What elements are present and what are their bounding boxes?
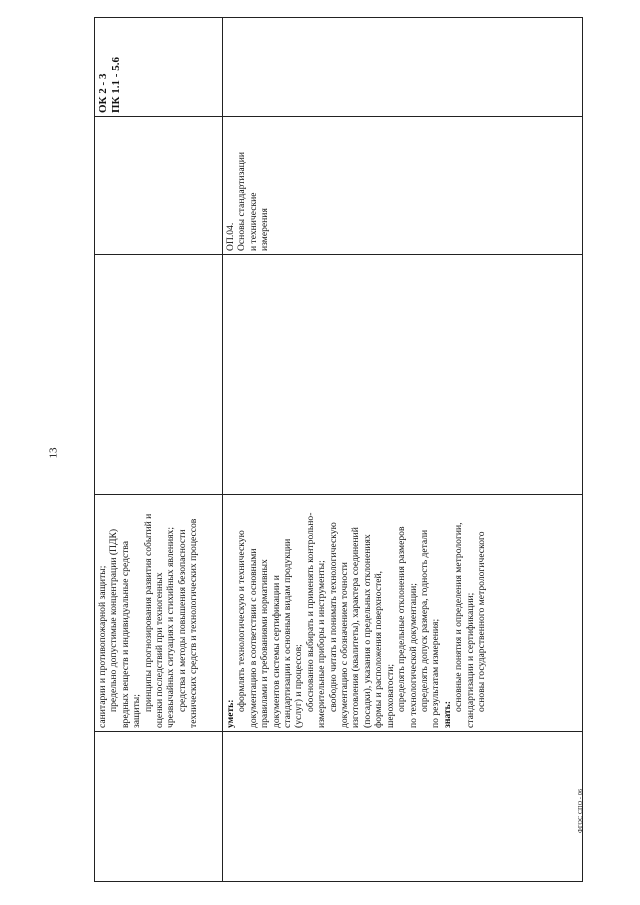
skills-cell xyxy=(223,495,583,732)
skills-cell xyxy=(95,495,223,732)
text-line: вредных веществ и индивидуальные средства xyxy=(119,540,131,728)
text-line: шероховатости; xyxy=(384,664,396,728)
discipline-cell xyxy=(223,117,583,255)
text-line: принципы прогнозирования развития событий и xyxy=(142,513,154,712)
umet-list xyxy=(236,498,441,728)
index-cell xyxy=(223,732,583,882)
text-line: чрезвычайных ситуациях и стихийных явлениях; xyxy=(165,527,177,728)
text-line: определять предельные отклонения размеров xyxy=(396,526,408,712)
text-line: средства и методы повышения безопасности xyxy=(176,529,188,712)
text-line: по результатам измерения; xyxy=(430,618,442,728)
text-line: оценки последствий при техногенных xyxy=(154,572,166,728)
text-line: санитарии и противопожарной защиты; xyxy=(97,565,108,728)
text-line: документацию в соответствии с основными xyxy=(247,548,259,728)
text-line: предельно допустимые концентрации (ПДК) xyxy=(108,528,120,712)
text-line: формы и расположения поверхностей, xyxy=(373,570,385,728)
text-line: основы государственного метрологического xyxy=(475,531,487,712)
table-row xyxy=(95,18,223,882)
umet-label: уметь: xyxy=(225,699,236,728)
znat-list xyxy=(453,498,487,728)
text-line: технических средств и технологических процессов xyxy=(188,518,200,728)
text-line: свободно читать и понимать технологическую xyxy=(327,522,339,712)
competency-code: ОК 2 - 3 xyxy=(97,73,109,113)
text-line: основные понятия и определения метрологии, xyxy=(453,522,465,712)
text-line: изготовления (квалитеты), характера соединений xyxy=(350,527,362,728)
discipline-code: ОП.04. xyxy=(225,222,236,251)
text-line: правилами и требованиями нормативных xyxy=(259,559,271,728)
competencies-cell xyxy=(95,18,223,117)
text-line: (посадки), указания о предельных отклонениях xyxy=(361,534,373,728)
znat-label: знать: xyxy=(441,701,453,728)
footer-code: ФГОС СПО - 06 xyxy=(578,788,584,833)
discipline-name-line: измерения xyxy=(259,208,271,251)
discipline-name-line: и технические xyxy=(247,192,259,251)
skills-list xyxy=(97,498,200,728)
discipline-cell xyxy=(95,117,223,255)
text-line: защиты; xyxy=(131,694,143,728)
table-row xyxy=(223,18,583,882)
hours-cell xyxy=(95,255,223,495)
text-line: измерительные приборы и инструменты; xyxy=(316,560,328,728)
text-line: стандартизации к основным видам продукции xyxy=(282,538,294,728)
competency-table-rotated xyxy=(94,18,582,882)
text-line: по технологической документации; xyxy=(407,583,419,728)
text-line: (услуг) и процессов; xyxy=(293,644,305,728)
competency-table xyxy=(94,17,583,882)
competency-code: ПК 1.1 - 5.6 xyxy=(110,57,122,113)
text-line: определять допуск размера, годность детали xyxy=(418,529,430,712)
text-line: обоснованно выбирать и применять контрольно- xyxy=(304,512,316,712)
text-line: документацию с обозначением точности xyxy=(339,562,351,728)
text-line: оформлять технологическую и техническую xyxy=(236,530,248,712)
discipline-name-line: Основы стандартизации xyxy=(236,151,248,251)
text-line: документов системы сертификации и xyxy=(270,575,282,728)
competency-table-frame xyxy=(94,18,582,882)
page-number: 13 xyxy=(47,447,60,459)
hours-cell xyxy=(223,255,583,495)
index-cell xyxy=(95,732,223,882)
text-line: стандартизации и сертификации; xyxy=(464,592,476,728)
competencies-cell xyxy=(223,18,583,117)
